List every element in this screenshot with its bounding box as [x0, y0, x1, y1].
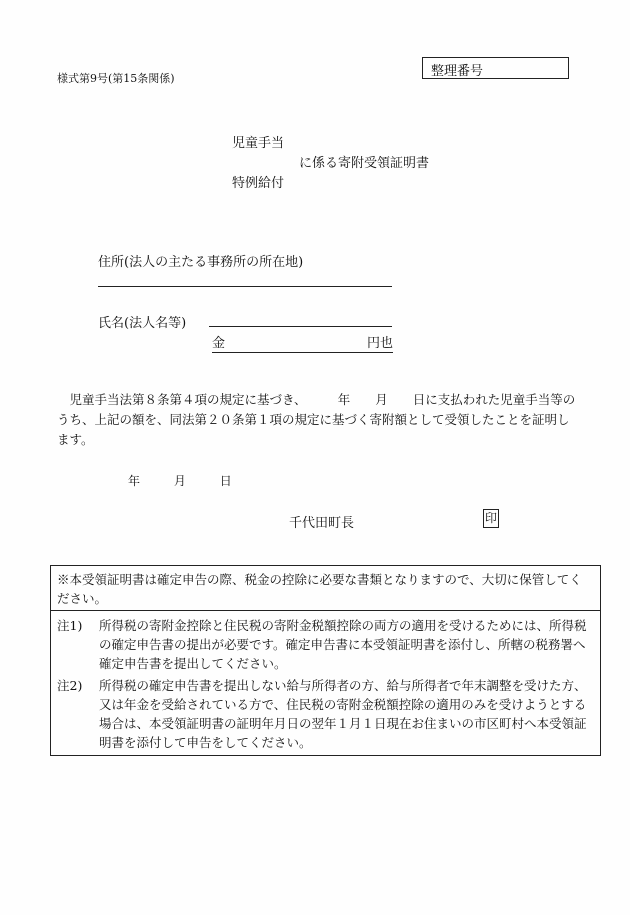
title-line-2: に係る寄附受領証明書: [299, 156, 430, 171]
amount-prefix: 金: [212, 336, 226, 351]
title-line-1: 児童手当: [232, 136, 285, 151]
notice-divider: [51, 610, 600, 611]
seal-mark: 印: [483, 509, 499, 528]
notice-main: ※本受領証明書は確定申告の際、税金の控除に必要な書類となりますので、大切に保管してください。: [57, 572, 582, 606]
amount-suffix: 円也: [366, 336, 393, 351]
amount-field[interactable]: [212, 332, 393, 353]
note-2-text: 所得税の確定申告書を提出しない給与所得者の方、給与所得者で年末調整を受けた方、又は年金を受給されている方で、住民税の寄附金税額控除の適用のみを受けようとする場合は、本受領証明書の証明年月日の翌年１月１日現在お住まいの市区町村へ本受領証明書を添付して申告をしてください。: [99, 678, 587, 750]
form-number: 様式第9号(第15条関係): [57, 72, 175, 85]
address-field[interactable]: [98, 286, 392, 287]
note-1-label: 注1): [57, 618, 83, 633]
notice-box: [50, 565, 601, 756]
date-year: 年: [128, 474, 141, 488]
seiri-bango-box: 整理番号: [422, 57, 569, 79]
certification-body: 児童手当法第８条第４項の規定に基づき、 年 月 日に支払われた児童手当等のうち、上記の額を、同法第２０条第１項の規定に基づく寄附額として受領したことを証明します。: [57, 392, 576, 447]
certification-text: [57, 390, 577, 450]
name-field[interactable]: [209, 326, 392, 327]
date-day: 日: [219, 474, 232, 488]
issue-date: [128, 472, 262, 489]
address-label: 住所(法人の主たる事務所の所在地): [98, 255, 304, 270]
name-label: 氏名(法人名等): [98, 316, 187, 331]
issuer-title: 千代田町長: [289, 516, 355, 531]
note-2-label: 注2): [57, 678, 83, 693]
title-line-3: 特例給付: [232, 176, 285, 191]
date-month: 月: [173, 474, 186, 488]
note-1-text: 所得税の寄附金控除と住民税の寄附金税額控除の両方の適用を受けるためには、所得税の確定申告書の提出が必要です。確定申告書に本受領証明書を添付し、所轄の税務署へ確定申告書を提出してください。: [99, 618, 587, 671]
